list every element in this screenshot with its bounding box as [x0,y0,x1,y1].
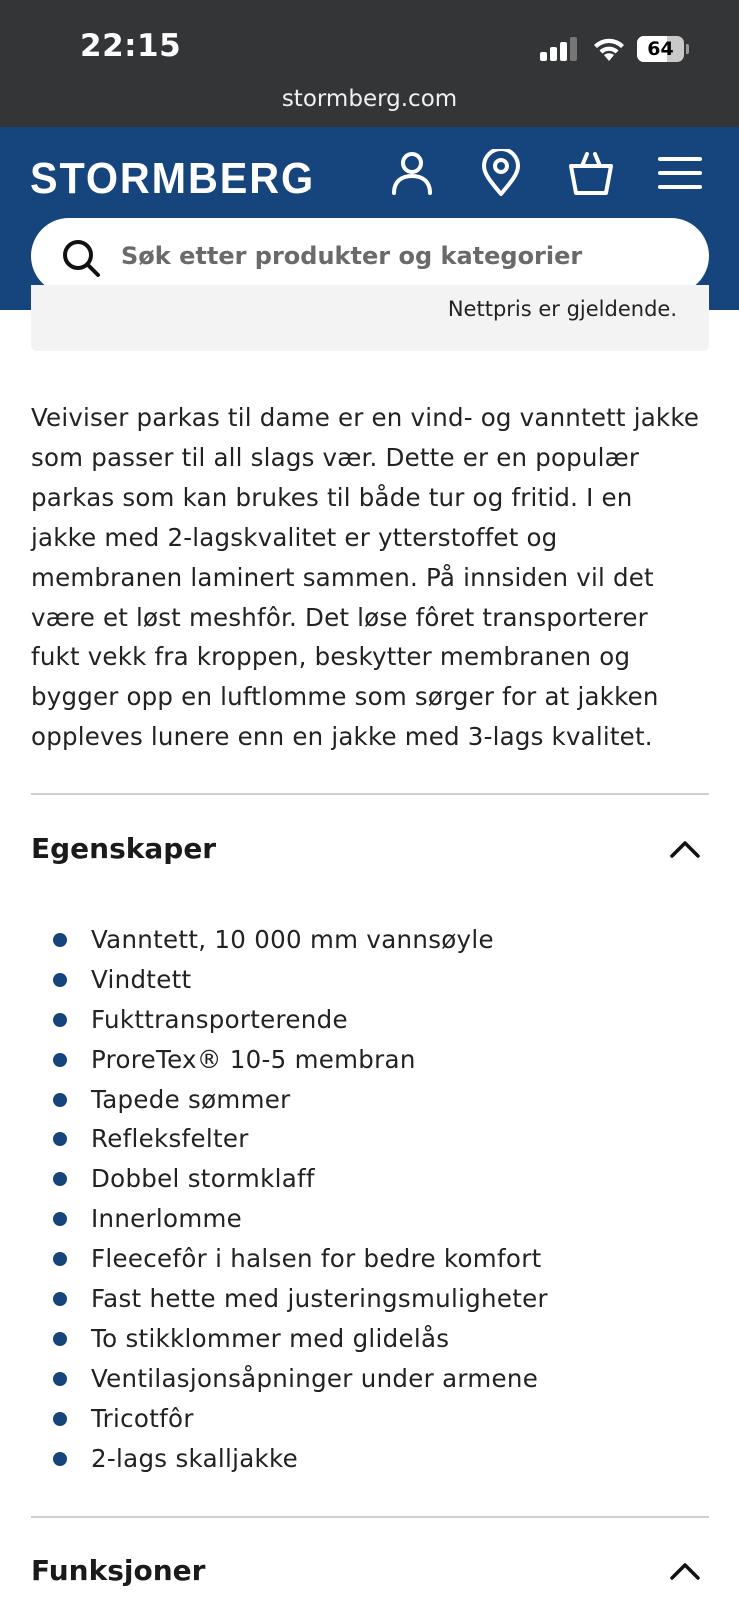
product-description [31,398,721,757]
price-note: Nettpris er gjeldende. [447,297,677,321]
svg-text:STORMBERG: STORMBERG [30,154,315,201]
bullet-icon [53,1452,67,1466]
description-line: som passer til all slags vær. Dette er en populær [31,442,640,472]
user-icon[interactable] [388,149,436,197]
hamburger-menu-icon[interactable] [656,149,704,197]
list-item: 2-lags skalljakke [31,1439,709,1479]
shopping-basket-icon[interactable] [567,149,615,197]
list-item: Fleecefôr i halsen for bedre komfort [31,1239,709,1279]
section-divider [31,793,709,795]
bullet-icon [53,1053,67,1067]
description-line: bygger opp en luftlomme som sørger for at jakken [31,682,659,712]
description-line: parkas som kan brukes til både tur og fritid. I en [31,482,633,512]
functions-title: Funksjoner [31,1554,206,1587]
bullet-icon [53,933,67,947]
bullet-icon [53,1252,67,1266]
properties-accordion-header[interactable] [31,824,709,884]
bullet-icon [53,1212,67,1226]
location-pin-icon[interactable] [477,149,525,197]
description-line: oppleves lunere enn en jakke med 3-lags kvalitet. [31,722,653,752]
list-item: Innerlomme [31,1199,709,1239]
bullet-icon [53,1013,67,1027]
chevron-up-icon[interactable] [669,1560,701,1582]
description-line: membranen laminert sammen. På innsiden vil det [31,562,654,592]
list-item: Refleksfelter [31,1119,709,1159]
stormberg-logo[interactable] [30,151,320,201]
list-item: ProreTex® 10-5 membran [31,1040,709,1080]
properties-title: Egenskaper [31,832,217,865]
search-icon[interactable] [61,238,101,278]
bullet-icon [53,1372,67,1386]
bullet-icon [53,1172,67,1186]
bullet-icon [53,1332,67,1346]
list-item: Dobbel stormklaff [31,1159,709,1199]
functions-accordion-header[interactable] [31,1546,709,1600]
list-item: Ventilasjonsåpninger under armene [31,1359,709,1399]
battery-icon [637,36,689,62]
bullet-icon [53,1132,67,1146]
browser-top-bar [0,0,739,127]
list-item: Vindtett [31,960,709,1000]
signal-icon [540,37,578,61]
price-info-box [31,285,709,351]
bullet-icon [53,1412,67,1426]
list-item: Tapede sømmer [31,1080,709,1120]
status-time: 22:15 [80,28,182,64]
description-line: fukt vekk fra kroppen, beskytter membranen og [31,642,631,672]
list-item: Fast hette med justeringsmuligheter [31,1279,709,1319]
search-input[interactable] [121,228,691,284]
site-header [0,127,739,310]
wifi-icon [592,34,626,62]
bullet-icon [53,973,67,987]
list-item: To stikklommer med glidelås [31,1319,709,1359]
search-bar[interactable] [31,218,709,294]
chevron-up-icon[interactable] [669,838,701,860]
battery-level: 64 [647,38,674,60]
address-bar-url[interactable]: stormberg.com [281,86,458,112]
list-item: Fukttransporterende [31,1000,709,1040]
bullet-icon [53,1093,67,1107]
description-line: være et løst meshfôr. Det løse fôret transporterer [31,602,648,632]
properties-list [31,920,709,1478]
description-line: Veiviser parkas til dame er en vind- og vanntett jakke [31,403,700,432]
list-item: Tricotfôr [31,1399,709,1439]
list-item: Vanntett, 10 000 mm vannsøyle [31,920,709,960]
bullet-icon [53,1292,67,1306]
description-line: jakke med 2-lagskvalitet er ytterstoffet og [31,522,558,552]
section-divider [31,1516,709,1518]
